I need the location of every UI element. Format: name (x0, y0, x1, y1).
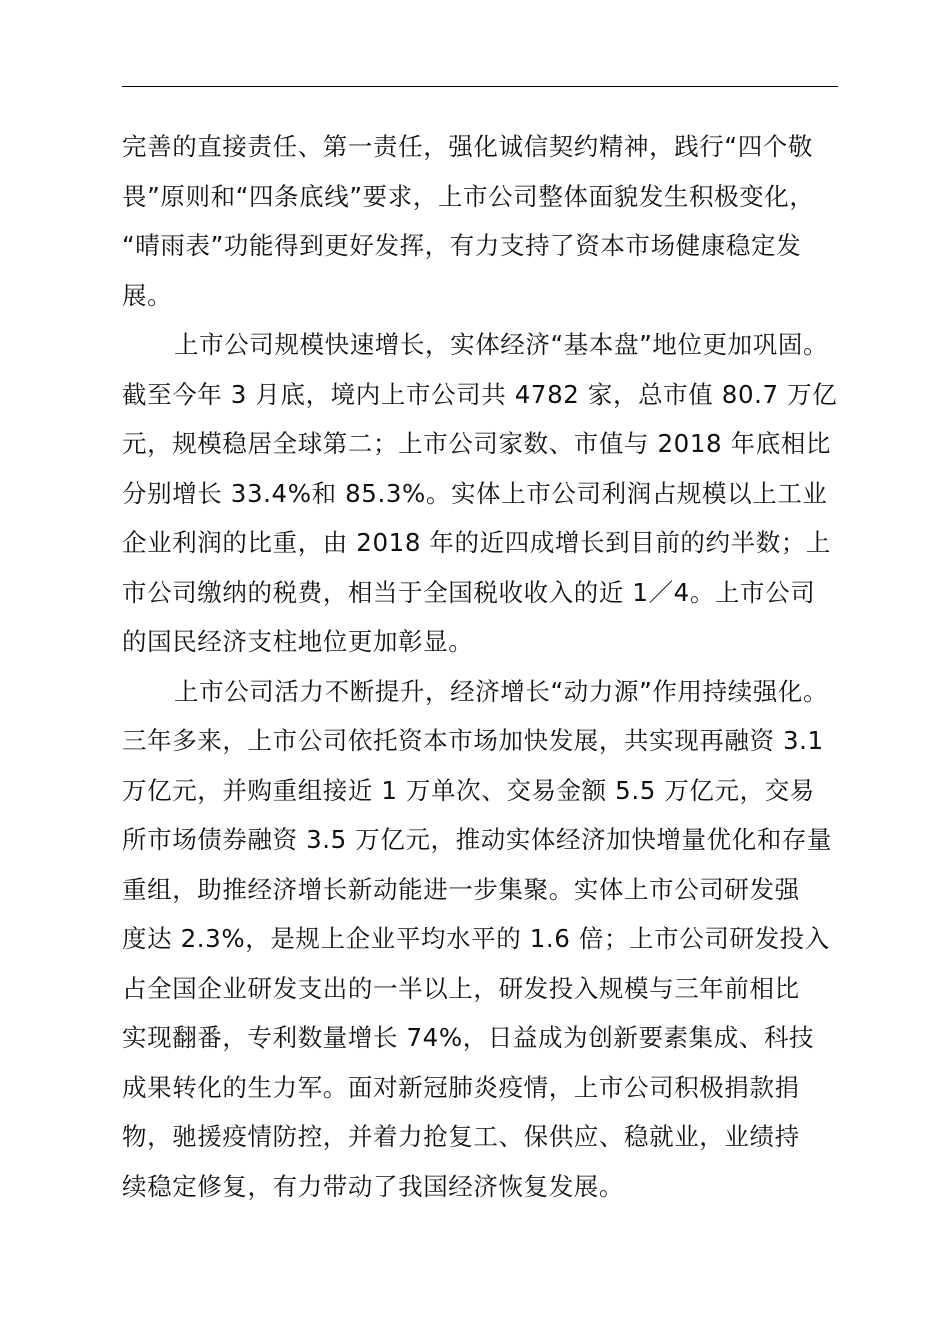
paragraph-first-line: 上市公司活力不断提升，经济增长“动力源”作用持续强化。 (174, 676, 829, 706)
text-line: 元，规模稳居全球第二；上市公司家数、市值与 2018 年底相比 (122, 429, 832, 458)
text-line: 成果转化的生力军。面对新冠肺炎疫情，上市公司积极捐款捐 (122, 1072, 800, 1102)
text-line: 市公司缴纳的税费，相当于全国税收收入的近 1／4。上市公司 (122, 577, 816, 607)
text-line: 三年多来，上市公司依托资本市场加快发展，共实现再融资 3.1 (122, 726, 824, 755)
text-line: 完善的直接责任、第一责任，强化诚信契约精神，践行“四个敬 (122, 132, 813, 161)
body-text (122, 122, 840, 1211)
text-line: 万亿元，并购重组接近 1 万单次、交易金额 5.5 万亿元，交易 (122, 775, 815, 805)
text-line: “晴雨表”功能得到更好发挥，有力支持了资本市场健康稳定发 (122, 231, 802, 260)
text-line: 续稳定修复，有力带动了我国经济恢复发展。 (122, 1171, 624, 1201)
text-line: 分别增长 33.4%和 85.3%。实体上市公司利润占规模以上工业 (122, 478, 828, 508)
text-line: 重组，助推经济增长新动能进一步集聚。实体上市公司研发强 (122, 874, 800, 904)
text-line: 所市场债券融资 3.5 万亿元，推动实体经济加快增量优化和存量 (122, 825, 833, 854)
text-line: 截至今年 3 月底，境内上市公司共 4782 家，总市值 80.7 万亿 (122, 379, 838, 409)
text-line: 畏”原则和“四条底线”要求，上市公司整体面貌发生积极变化， (122, 181, 815, 211)
text-line: 度达 2.3%，是规上企业平均水平的 1.6 倍；上市公司研发投入 (122, 924, 830, 953)
paragraph-first-line: 上市公司规模快速增长，实体经济“基本盘”地位更加巩固。 (174, 330, 829, 359)
text-line: 实现翻番，专利数量增长 74%，日益成为创新要素集成、科技 (122, 1023, 815, 1052)
text-line: 物，驰援疫情防控，并着力抢复工、保供应、稳就业，业绩持 (122, 1122, 800, 1151)
text-line: 企业利润的比重，由 2018 年的近四成增长到目前的约半数；上 (122, 528, 832, 557)
text-line: 的国民经济支柱地位更加彰显。 (122, 627, 474, 656)
text-line: 占全国企业研发支出的一半以上，研发投入规模与三年前相比 (122, 973, 800, 1003)
text-line: 展。 (122, 280, 173, 310)
header-rule (122, 86, 838, 87)
